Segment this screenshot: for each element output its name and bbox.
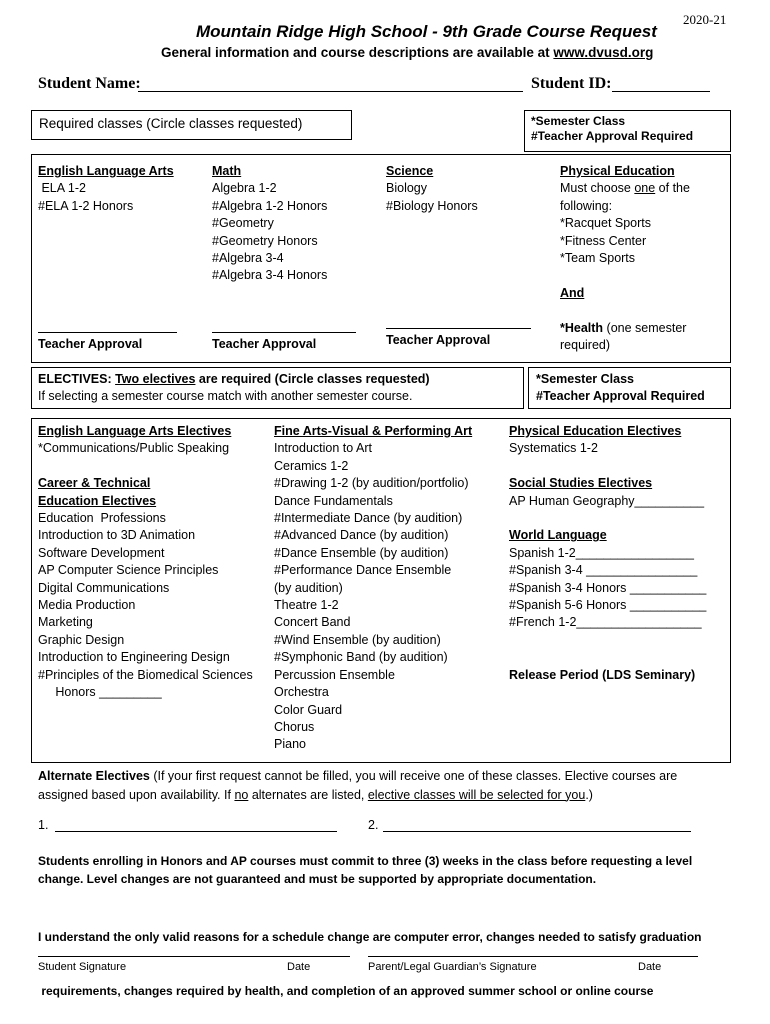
elective-option[interactable]: #Spanish 3-4 ________________ [509,563,698,578]
math-option[interactable]: #Algebra 1-2 Honors [212,198,328,213]
pe-intro-2: following: [560,198,613,213]
elective-option[interactable]: AP Computer Science Principles [38,563,219,578]
legend-approval: #Teacher Approval Required [536,389,705,404]
pe-option[interactable]: *Fitness Center [560,233,647,248]
pe-option[interactable]: *Racquet Sports [560,216,652,231]
elective-option[interactable]: Dance Fundamentals [274,493,393,508]
school-year: 2020-21 [683,12,727,27]
release-period-option[interactable]: Release Period (LDS Seminary) [509,667,696,682]
math-approval-label: Teacher Approval [212,337,317,351]
student-name-label: Student Name: [38,75,141,92]
pe-option[interactable]: *Team Sports [560,251,636,266]
pe-intro: Must choose one of the [560,181,690,196]
student-signature-line[interactable] [38,956,350,957]
math-approval-line[interactable] [212,332,356,333]
page-title: Mountain Ridge High School - 9th Grade Course Request [196,22,657,41]
math-option[interactable]: #Algebra 3-4 [212,251,284,266]
science-option[interactable]: #Biology Honors [386,198,478,213]
ela-option[interactable]: #ELA 1-2 Honors [38,198,134,213]
elective-option[interactable]: #Spanish 3-4 Honors ___________ [509,580,707,595]
elective-option[interactable]: Digital Communications [38,580,170,595]
elective-option[interactable]: Education Professions [38,511,166,526]
elective-option[interactable]: #Intermediate Dance (by audition) [274,511,463,526]
ela-column [38,163,174,215]
science-option[interactable]: Biology [386,181,427,196]
elective-option[interactable]: Orchestra [274,685,329,700]
student-id-field[interactable] [612,91,710,92]
elective-option: (by audition) [274,580,343,595]
pe-health-2: required) [560,338,611,353]
math-option[interactable]: #Algebra 3-4 Honors [212,268,328,283]
ela-title: English Language Arts [38,164,174,178]
electives-left-column [38,423,253,701]
elective-option[interactable]: Color Guard [274,702,343,717]
math-column [212,163,327,285]
elective-option[interactable]: #Spanish 5-6 Honors ___________ [509,598,707,613]
legend-semester: *Semester Class [531,114,626,128]
student-id-label: Student ID: [531,75,612,92]
elective-option[interactable]: #Drawing 1-2 (by audition/portfolio) [274,476,469,491]
ela-approval-line[interactable] [38,332,177,333]
website-link[interactable]: www.dvusd.org [553,45,654,60]
pe-health[interactable]: *Health (one semester [560,320,687,335]
required-legend [531,114,693,144]
ela-approval-label: Teacher Approval [38,337,143,351]
alternate-label: Alternate Electives [38,769,150,783]
science-approval-line[interactable] [386,328,531,329]
pe-title: Physical Education [560,164,675,178]
elective-option[interactable]: Software Development [38,545,165,560]
elective-option[interactable]: Introduction to 3D Animation [38,528,196,543]
elective-option[interactable]: #Symphonic Band (by audition) [274,650,448,665]
student-date-label: Date [287,961,311,973]
elective-option[interactable]: *Communications/Public Speaking [38,441,230,456]
elective-option[interactable]: #Principles of the Biomedical Sciences [38,667,253,682]
electives-legend [536,371,705,406]
math-option[interactable]: #Geometry [212,216,274,231]
alternate-electives-text: Alternate Electives (If your first request cannot be filled, you will receive one of these classes. Elective courses are assigned based upon availability. If no alternates are listed, elective classes will be selected for you.) [38,769,678,802]
elective-option[interactable]: #French 1-2__________________ [509,615,702,630]
student-signature-label: Student Signature [38,961,127,973]
parent-signature-label: Parent/Legal Guardian’s Signature [368,961,537,973]
elective-option[interactable]: Theatre 1-2 [274,598,339,613]
pe-and: And [560,285,585,300]
elective-option[interactable]: Percussion Ensemble [274,667,395,682]
alternate-1-label: 1. [38,818,49,832]
social-studies-title: Social Studies Electives [509,476,653,491]
electives-note: If selecting a semester course match with another semester course. [38,389,413,404]
ela-option[interactable]: ELA 1-2 [38,181,86,196]
alternate-1-field[interactable] [55,831,337,832]
alternate-2-label: 2. [368,818,379,832]
electives-right-column [509,423,706,684]
elective-option[interactable]: Systematics 1-2 [509,441,598,456]
schedule-change-notice: I understand the only valid reasons for a schedule change are computer error, changes needed to satisfy graduation requirements, changes required by health, and completion of an approved summer school or online course [38,930,702,998]
pe-column [560,163,690,354]
elective-option[interactable]: AP Human Geography__________ [509,493,705,508]
electives-heading [38,371,430,406]
ela-electives-title: English Language Arts Electives [38,424,232,438]
parent-date-label: Date [638,961,662,973]
elective-option[interactable]: Media Production [38,598,136,613]
science-column [386,163,478,215]
subtitle-text: General information and course descriptions are available at [161,45,554,60]
math-title: Math [212,164,242,178]
electives-heading-text: ELECTIVES: Two electives are required (Circle classes requested) [38,372,430,386]
elective-option[interactable]: #Dance Ensemble (by audition) [274,545,449,560]
elective-option[interactable]: Introduction to Art [274,441,372,456]
elective-option[interactable]: Spanish 1-2_________________ [509,545,694,560]
elective-option[interactable]: #Advanced Dance (by audition) [274,528,449,543]
student-name-field[interactable] [138,91,523,92]
fine-arts-column [274,423,472,754]
world-language-title: World Language [509,528,607,543]
math-option[interactable]: #Geometry Honors [212,233,318,248]
parent-signature-line[interactable] [368,956,698,957]
elective-option[interactable]: Ceramics 1-2 [274,458,349,473]
elective-option[interactable]: Introduction to Engineering Design [38,650,230,665]
cte-title: Career & Technical [38,476,151,491]
elective-option[interactable]: Chorus [274,719,315,734]
legend-semester: *Semester Class [536,372,634,386]
pe-electives-title: Physical Education Electives [509,424,682,438]
elective-option[interactable]: Marketing [38,615,93,630]
elective-option[interactable]: Concert Band [274,615,351,630]
elective-option[interactable]: #Wind Ensemble (by audition) [274,632,441,647]
honors-notice: Students enrolling in Honors and AP courses must commit to three (3) weeks in the class before requesting a level change. Level changes are not guaranteed and must be supported by appropriate documentation. [38,854,693,886]
math-option[interactable]: Algebra 1-2 [212,181,277,196]
elective-option[interactable]: Graphic Design [38,632,125,647]
cte-title-2: Education Electives [38,493,157,508]
page-subtitle [161,45,653,60]
science-approval-label: Teacher Approval [386,333,491,347]
fine-arts-title: Fine Arts-Visual & Performing Art [274,424,473,438]
elective-option[interactable]: #Performance Dance Ensemble [274,563,452,578]
alternate-2-field[interactable] [383,831,691,832]
legend-approval: #Teacher Approval Required [531,129,694,143]
elective-option[interactable]: Piano [274,737,306,752]
science-title: Science [386,164,434,178]
elective-option[interactable]: Honors _________ [38,685,162,700]
required-heading: Required classes (Circle classes requested) [39,116,303,131]
